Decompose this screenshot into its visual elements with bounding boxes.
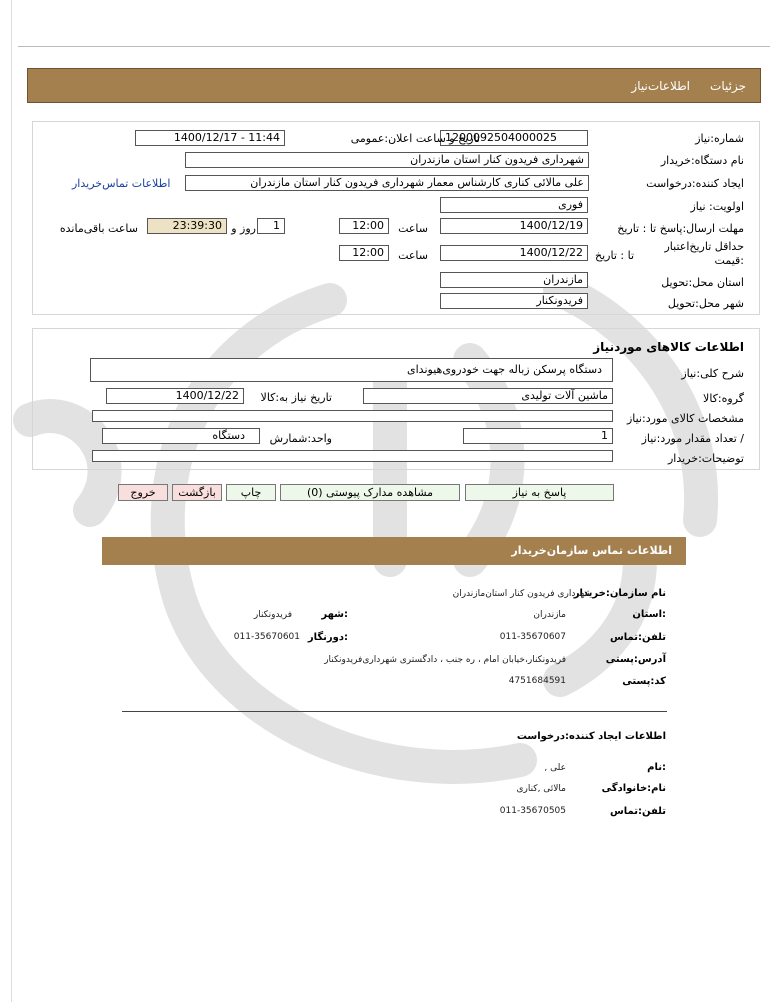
org-label: نام سازمان:خریدار bbox=[573, 588, 666, 599]
priority-label: اولویت: نیاز bbox=[690, 200, 744, 213]
deadline-time-field: 12:00 bbox=[339, 218, 389, 234]
unit-field: دستگاه bbox=[102, 428, 260, 444]
view-documents-button[interactable]: مشاهده مدارک پیوستی (0) bbox=[280, 484, 460, 501]
need-number-label: شماره:نیاز bbox=[695, 132, 744, 145]
org-value: شهرداری فریدون کنار استان‌مازندران bbox=[452, 589, 592, 599]
tab-details[interactable]: جزئیات bbox=[710, 79, 746, 93]
validity-time-label: ساعت bbox=[398, 249, 428, 262]
address-label: آدرس:پستی bbox=[605, 654, 666, 665]
buyer-field: شهرداری فریدون کنار استان مازندران bbox=[185, 152, 589, 168]
days-label: روز و bbox=[231, 222, 256, 235]
exit-button[interactable]: خروج bbox=[118, 484, 168, 501]
goods-desc-label: شرح کلی:نیاز bbox=[681, 367, 744, 380]
goods-title: اطلاعات کالاهای موردنیاز bbox=[593, 340, 744, 354]
requester-family-label: نام:خانوادگی bbox=[601, 783, 666, 794]
requester-family-value: مالائی ,کناری bbox=[516, 784, 566, 794]
requester-phone-value: 011-35670505 bbox=[499, 806, 566, 816]
answer-button[interactable]: پاسخ به نیاز bbox=[465, 484, 614, 501]
need-number-field: 1200092504000025 bbox=[440, 130, 588, 146]
buyer-label: نام دستگاه:خریدار bbox=[660, 154, 744, 167]
creator-label: ایجاد کننده:درخواست bbox=[646, 177, 744, 190]
remaining-time-field: 23:39:30 bbox=[147, 218, 227, 234]
fax-label: :دورنگار bbox=[307, 632, 348, 643]
specs-field bbox=[92, 410, 613, 422]
section-divider bbox=[122, 711, 667, 712]
fax-value: 011-35670601 bbox=[233, 632, 300, 642]
deadline-label: مهلت ارسال:پاسخ تا : تاریخ bbox=[617, 222, 744, 235]
qty-label: / تعداد مقدار مورد:نیاز bbox=[641, 432, 744, 445]
contact-header bbox=[102, 537, 686, 565]
deadline-date-field: 1400/12/19 bbox=[440, 218, 588, 234]
priority-field: فوری bbox=[440, 197, 588, 213]
notes-field bbox=[92, 450, 613, 462]
phone-value: 011-35670607 bbox=[499, 632, 566, 642]
goods-desc-field: دستگاه پرسکن زباله جهت خودروی‌هیوندای bbox=[90, 358, 613, 382]
top-divider bbox=[18, 46, 770, 47]
validity-time-field: 12:00 bbox=[339, 245, 389, 261]
need-info-panel bbox=[32, 121, 760, 315]
creator-field: علی مالائی کناری کارشناس معمار شهرداری فریدون کنار استان مازندران bbox=[185, 175, 589, 191]
specs-label: مشخصات کالای مورد:نیاز bbox=[626, 412, 744, 425]
deadline-time-label: ساعت bbox=[398, 222, 428, 235]
city-label: شهر محل:تحویل bbox=[667, 297, 744, 310]
contact-province-value: مازندران bbox=[533, 610, 566, 620]
tab-need-info[interactable]: اطلاعات‌نیاز bbox=[631, 79, 690, 93]
goods-group-label: گروه:کالا bbox=[703, 392, 744, 405]
days-field: 1 bbox=[257, 218, 285, 234]
unit-label: واحد:شمارش bbox=[269, 432, 332, 445]
need-date-field: 1400/12/22 bbox=[106, 388, 244, 404]
requester-title: اطلاعات ایجاد کننده:درخواست bbox=[516, 731, 666, 742]
need-date-label: تاریخ نیاز به:کالا bbox=[260, 391, 332, 404]
address-value: فریدونکنار،خیابان امام ، ره جنب ، دادگستری شهرداری‌فریدونکنار bbox=[324, 655, 566, 665]
contact-city-value: فریدونکنار bbox=[253, 610, 292, 620]
validity-label-2: :قیمت bbox=[714, 254, 744, 267]
phone-label: تلفن:تماس bbox=[609, 632, 666, 643]
print-button[interactable]: چاپ bbox=[226, 484, 276, 501]
notes-label: توضیحات:خریدار bbox=[668, 452, 744, 465]
validity-date-field: 1400/12/22 bbox=[440, 245, 588, 261]
left-border bbox=[11, 0, 12, 1002]
page-header bbox=[27, 68, 761, 103]
buyer-contact-link[interactable]: اطلاعات تماس‌خریدار bbox=[72, 177, 171, 190]
postal-value: 4751684591 bbox=[508, 676, 566, 686]
contact-city-label: :شهر bbox=[321, 609, 348, 620]
province-label: استان محل:تحویل bbox=[661, 276, 744, 289]
requester-name-value: علی , bbox=[544, 763, 566, 773]
postal-label: کد:پستی bbox=[622, 676, 666, 687]
contact-province-label: :استان bbox=[632, 609, 666, 620]
validity-to-label: تا : تاریخ bbox=[595, 249, 634, 262]
announce-field: 1400/12/17 - 11:44 bbox=[135, 130, 285, 146]
requester-phone-label: تلفن:تماس bbox=[609, 806, 666, 817]
remaining-label: ساعت باقی‌مانده bbox=[59, 222, 138, 235]
contact-title: اطلاعات تماس سازمان‌خریدار bbox=[511, 544, 672, 557]
qty-field: 1 bbox=[463, 428, 613, 444]
city-field: فریدونکنار bbox=[440, 293, 588, 309]
validity-label: حداقل تاریخ‌اعتبار bbox=[664, 240, 744, 253]
requester-name-label: :نام bbox=[647, 762, 666, 773]
province-field: مازندران bbox=[440, 272, 588, 288]
goods-group-field: ماشین آلات تولیدی bbox=[363, 388, 613, 404]
announce-label: تاریخ و ساعت اعلان:عمومی bbox=[350, 132, 480, 145]
back-button[interactable]: بازگشت bbox=[172, 484, 222, 501]
